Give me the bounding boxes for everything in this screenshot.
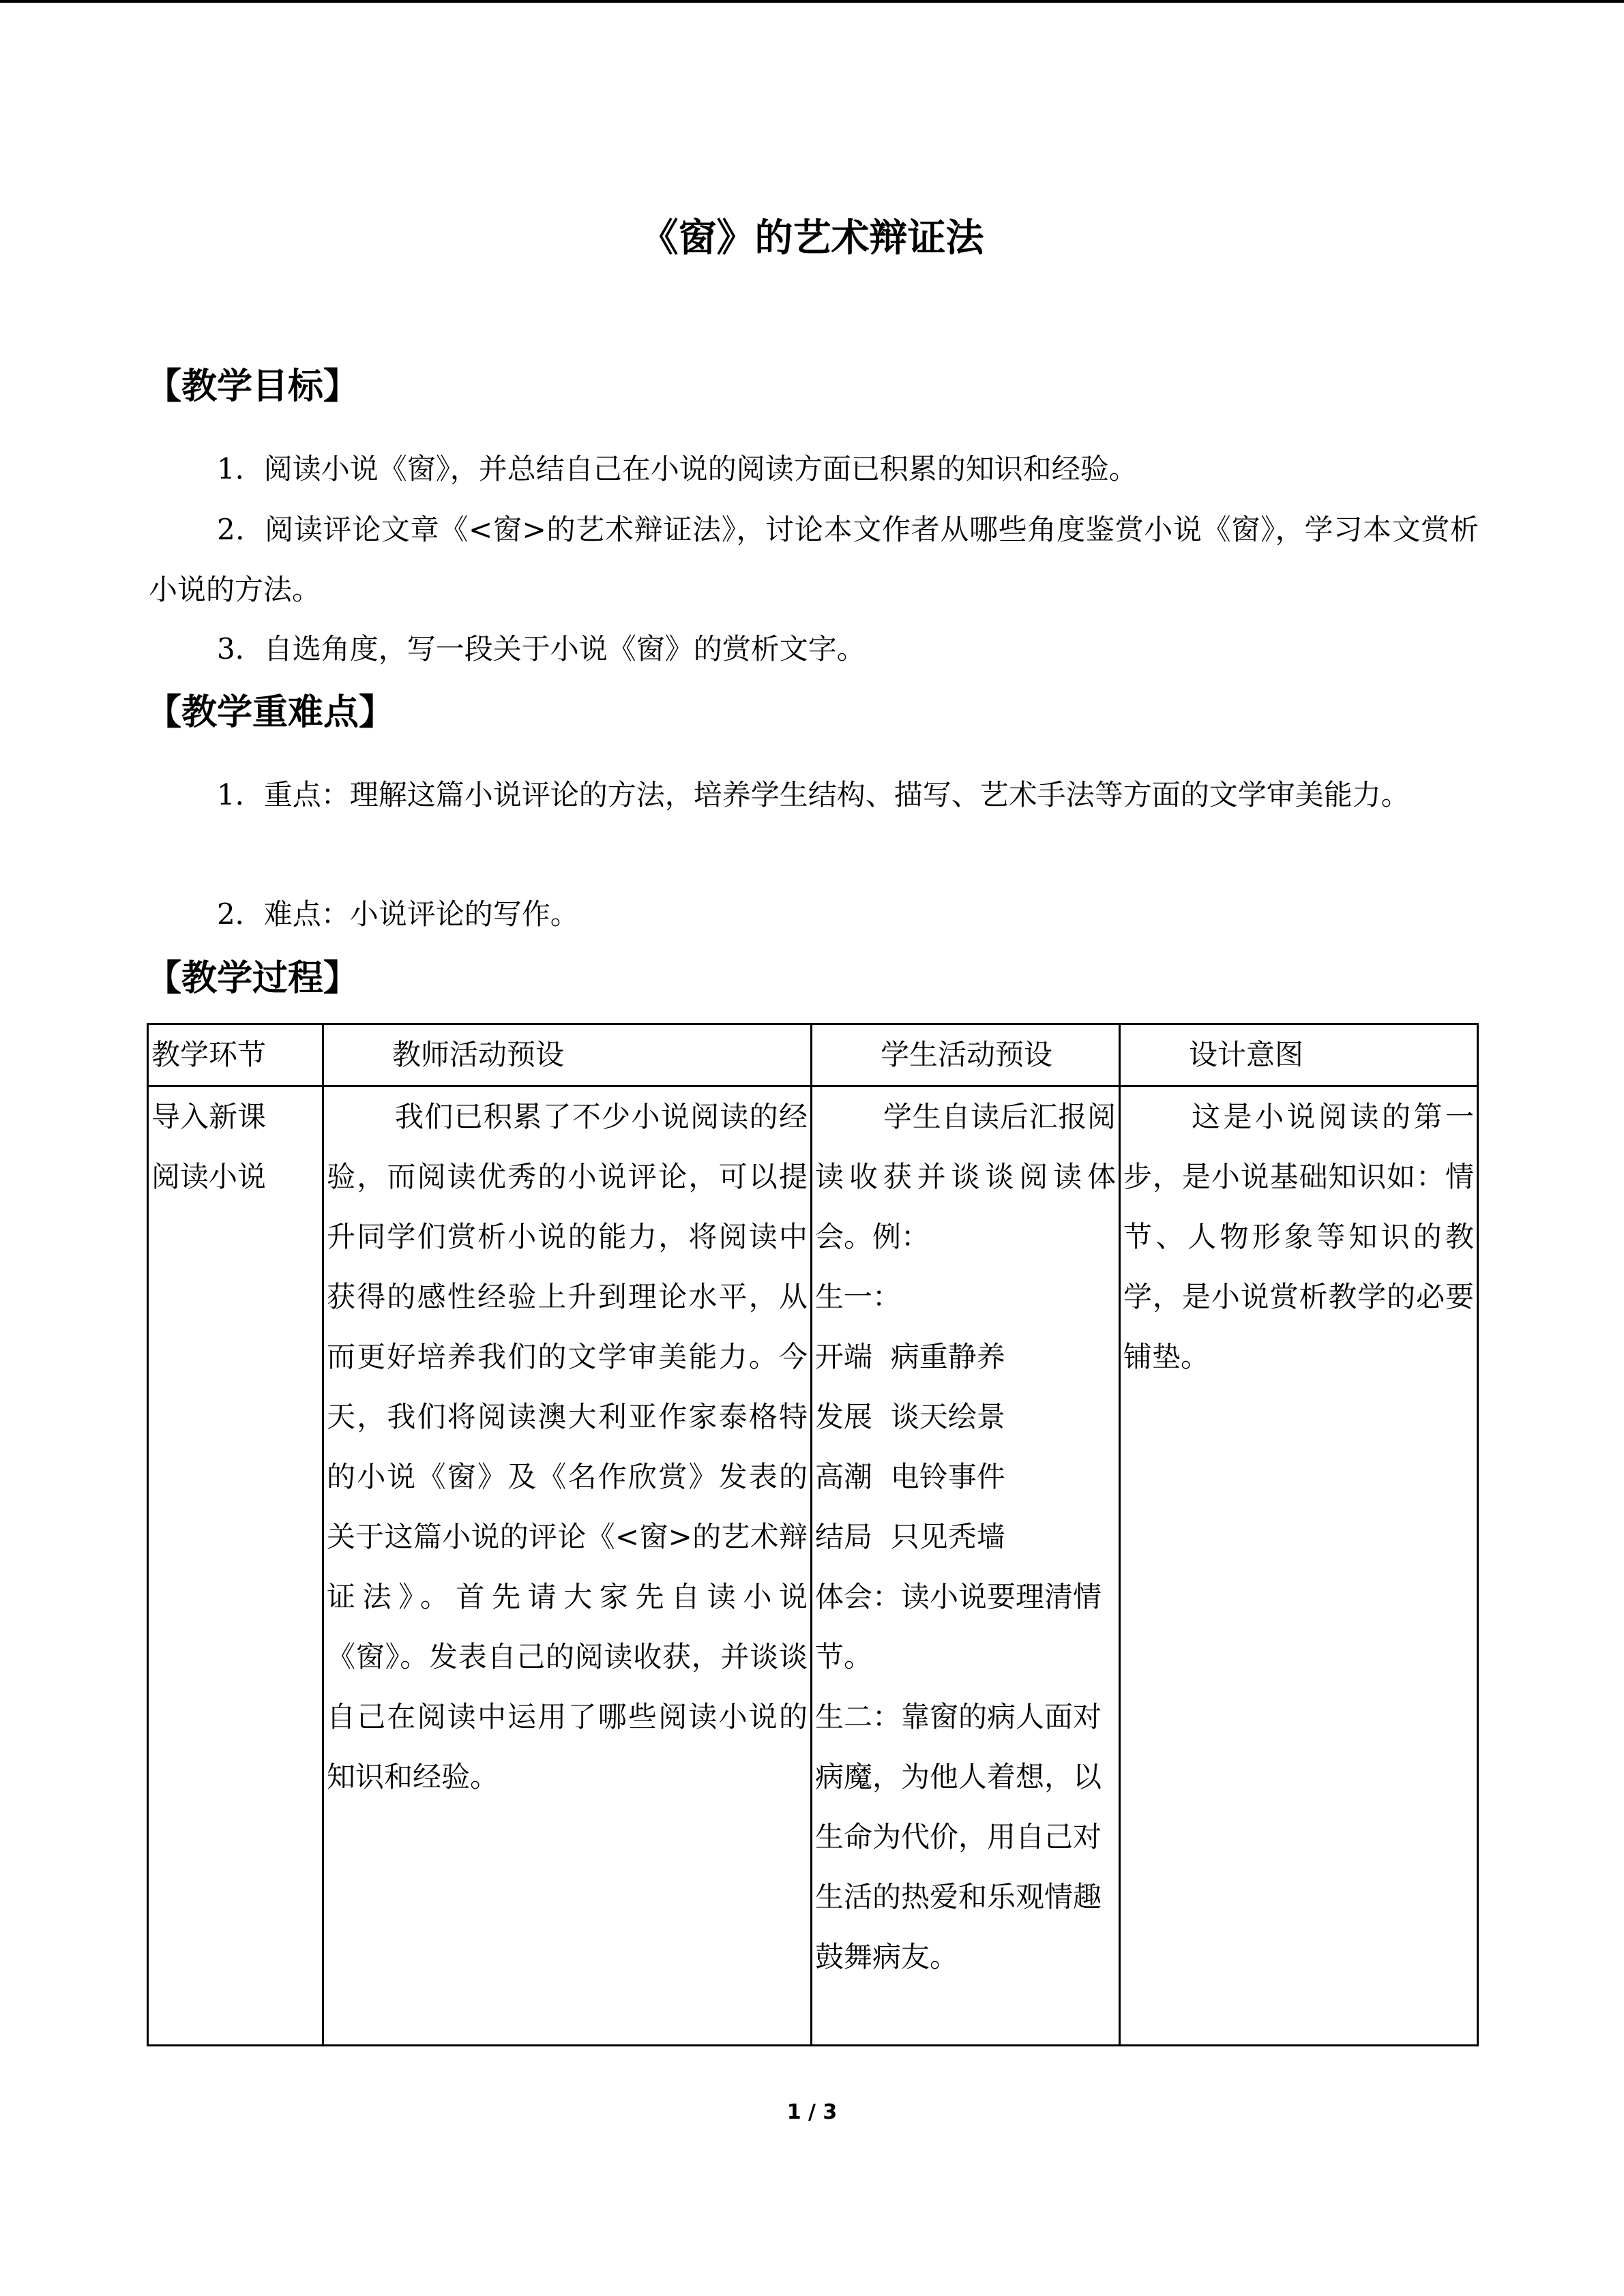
plot-item-ending: 结局 只见秃墙: [815, 1520, 1005, 1553]
plot-item-development: 发展 谈天绘景: [815, 1400, 1005, 1433]
header-student: 学生活动预设: [812, 1024, 1120, 1086]
goal-item-3: 3．自选角度，写一段关于小说《窗》的赏析文字。: [217, 632, 866, 666]
header-stage: 教学环节: [148, 1024, 323, 1086]
cell-teacher: [323, 1086, 812, 2046]
goals-heading: 【教学目标】: [146, 366, 359, 407]
table-row: [148, 1086, 1478, 2046]
page-top-border: [0, 0, 1624, 3]
design-intent-text: 这是小说阅读的第一步，是小说基础知识如：情节、人物形象等知识的教学，是小说赏析教学的必要铺垫。: [1123, 1100, 1474, 1373]
student-s1-label: 生一：: [815, 1280, 902, 1313]
teacher-activity-text: 我们已积累了不少小说阅读的经验，而阅读优秀的小说评论，可以提升同学们赏析小说的能力，将阅读中获得的感性经验上升到理论水平，从而更好培养我们的文学审美能力。今天，我们将阅读澳大利亚作家泰格特的小说《窗》及《名作欣赏》发表的关于这篇小说的评论《<窗>的艺术辩证法》。首先请大家先自读小说《窗》。发表自己的阅读收获，并谈谈自己在阅读中运用了哪些阅读小说的知识和经验。: [327, 1100, 808, 1793]
process-heading: 【教学过程】: [146, 958, 359, 999]
cell-student: [812, 1086, 1120, 2046]
goal-item-1: 1．阅读小说《窗》，并总结自己在小说的阅读方面已积累的知识和经验。: [217, 452, 1138, 486]
header-intent: 设计意图: [1120, 1024, 1478, 1086]
key-point-item-2: 2．难点：小说评论的写作。: [217, 897, 579, 931]
key-point-item-1: 1．重点：理解这篇小说评论的方法，培养学生结构、描写、艺术手法等方面的文学审美能力。: [217, 778, 1410, 811]
cell-intent: [1120, 1086, 1478, 2046]
page-number: 1 / 3: [786, 2100, 838, 2124]
key-points-heading: 【教学重难点】: [146, 692, 395, 733]
student-s2-text: 生二：靠窗的病人面对病魔，为他人着想，以生命为代价，用自己对生活的热爱和乐观情趣鼓舞病友。: [815, 1700, 1102, 1973]
goal-item-2: 2．阅读评论文章《<窗>的艺术辩证法》，讨论本文作者从哪些角度鉴赏小说《窗》，学习本文赏析小说的方法。: [149, 513, 1479, 606]
student-insight-text: 体会：读小说要理清情节。: [815, 1580, 1102, 1673]
table-header-row: [148, 1024, 1478, 1086]
document-title: 《窗》的艺术辩证法: [640, 216, 984, 260]
plot-item-climax: 高潮 电铃事件: [815, 1460, 1005, 1493]
cell-stage: [148, 1086, 323, 2046]
header-teacher: 教师活动预设: [323, 1024, 812, 1086]
stage-line-2: 阅读小说: [151, 1160, 267, 1193]
teaching-process-table: [147, 1023, 1479, 2046]
stage-line-1: 导入新课: [151, 1100, 267, 1133]
student-intro-text: 学生自读后汇报阅读收获并谈谈阅读体会。例：: [815, 1100, 1116, 1253]
plot-item-beginning: 开端 病重静养: [815, 1340, 1005, 1373]
